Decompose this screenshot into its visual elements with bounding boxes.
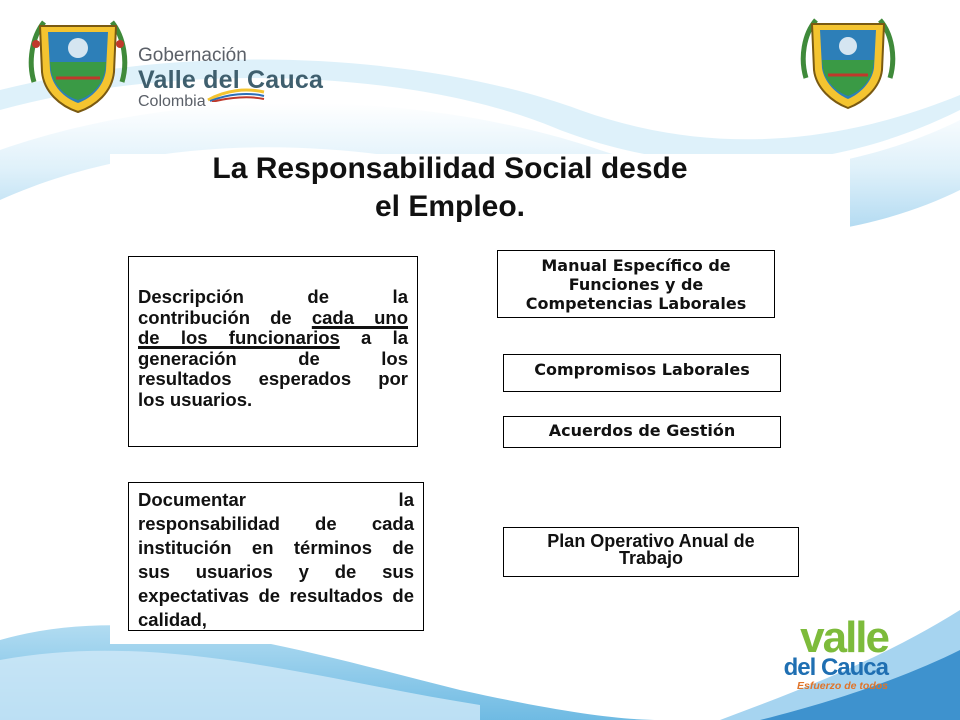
manual-line-3: Competencias Laborales <box>525 294 747 313</box>
slide-title-line-1: La Responsabilidad Social desde <box>212 152 688 185</box>
valle-del-cauca-brand-logo <box>778 613 888 694</box>
org-line-3: Colombia <box>138 93 206 110</box>
documentar-line-6: calidad, <box>138 609 207 630</box>
manual-line-2: Funciones y de <box>568 275 704 294</box>
brand-word-valle: valle <box>800 613 888 662</box>
documentar-line-1: Documentar la <box>138 489 414 510</box>
documentar-box <box>128 482 424 631</box>
coat-of-arms-right-logo <box>800 12 896 110</box>
description-line-5: resultados esperados por <box>138 368 408 389</box>
description-line-6: los usuarios. <box>138 388 253 410</box>
documentar-line-3: institución en términos de <box>138 537 414 558</box>
slide-title-line-2: el Empleo. <box>374 190 526 223</box>
documentar-line-2: responsabilidad de cada <box>138 513 414 534</box>
slide-title <box>150 150 750 226</box>
documentar-line-4: sus usuarios y de sus <box>138 561 414 582</box>
org-line-1: Gobernación <box>138 45 247 66</box>
description-line-2: contribución de cada uno <box>138 306 409 328</box>
manual-line-1: Manual Específico de <box>541 256 731 275</box>
description-line-1: Descripción de la <box>138 286 408 307</box>
org-line-2: Valle del Cauca <box>138 66 324 94</box>
manual-funciones-box <box>497 250 775 318</box>
acuerdos-label: Acuerdos de Gestión <box>548 421 736 440</box>
brand-tagline: Esfuerzo de todos <box>796 680 888 692</box>
plan-line-2: Trabajo <box>618 548 684 568</box>
brand-word-del-cauca: del Cauca <box>783 654 888 681</box>
compromisos-label: Compromisos Laborales <box>534 360 750 379</box>
plan-line-1: Plan Operativo Anual de <box>547 531 755 551</box>
coat-of-arms-logo <box>26 12 130 114</box>
documentar-line-5: expectativas de resultados de <box>138 585 414 606</box>
colombia-swoosh-icon <box>206 88 266 102</box>
description-line-4: generación de los <box>138 347 408 369</box>
description-line-3: de los funcionarios a la <box>138 327 409 348</box>
description-box <box>128 256 418 447</box>
compromisos-box <box>503 354 781 392</box>
plan-operativo-box <box>503 527 799 577</box>
acuerdos-box <box>503 416 781 448</box>
